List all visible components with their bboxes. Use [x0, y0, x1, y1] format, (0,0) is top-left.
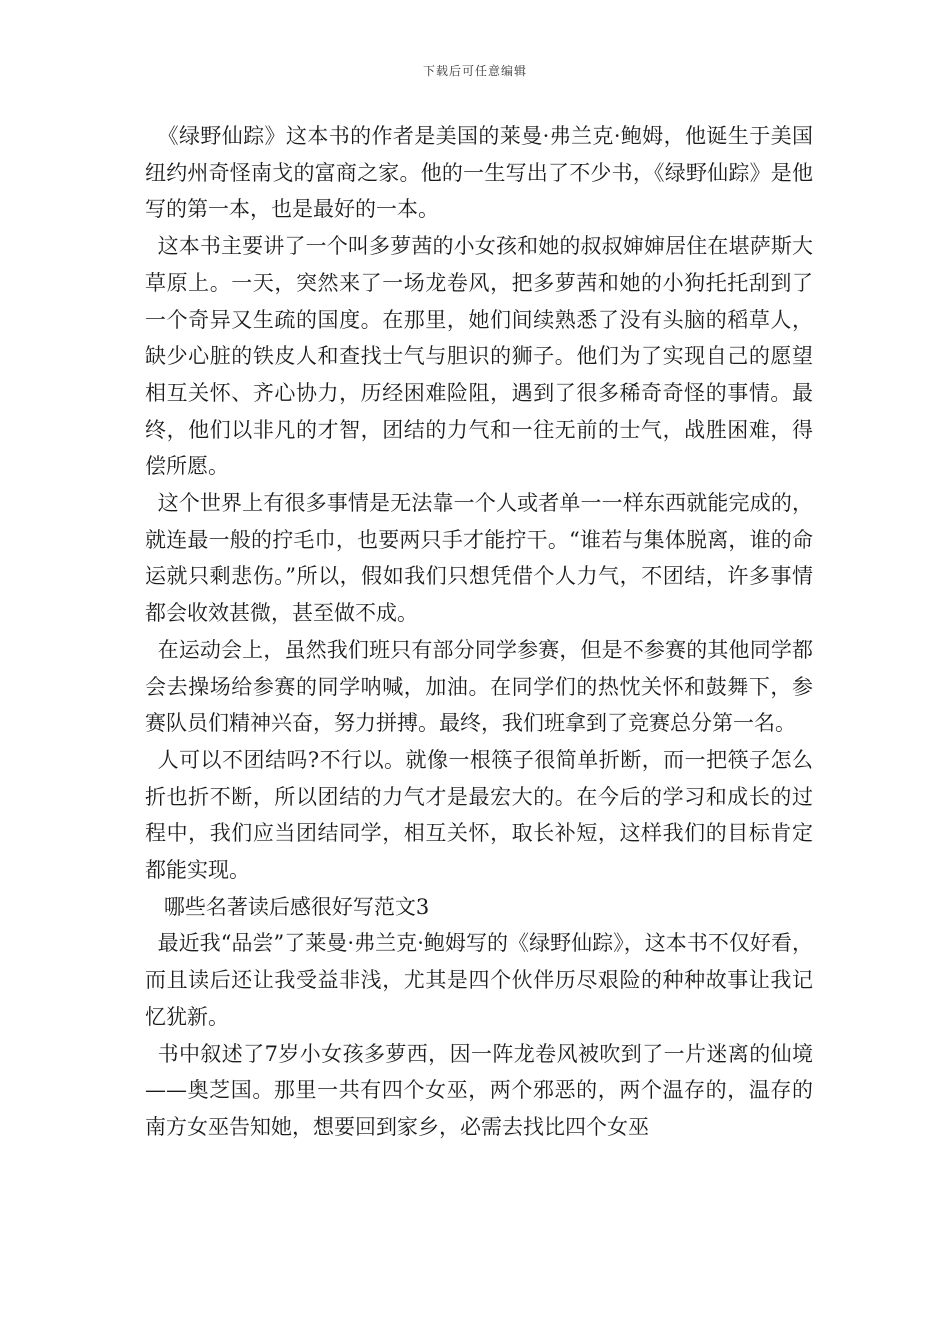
- paragraph-second-essay-story: 书中叙述了7岁小女孩多萝西，因一阵龙卷风被吹到了一片迷离的仙境——奥芝国。那里一共有四个女巫，两个邪恶的，两个温存的，温存的南方女巫告知她，想要回到家乡，必需去找比四个女巫: [145, 1041, 813, 1139]
- page-header: 下载后可任意编辑: [422, 64, 527, 78]
- paragraph-second-essay-intro: 最近我“品尝”了莱曼·弗兰克·鲍姆写的《绿野仙踪》，这本书不仅好看，而且读后还让我受益非浅，尤其是四个伙伴历尽艰险的种种故事让我记忆犹新。: [145, 931, 813, 1029]
- paragraph-plot-summary: 这本书主要讲了一个叫多萝茜的小女孩和她的叔叔婶婶居住在堪萨斯大草原上。一天，突然来了一场龙卷风，把多萝茜和她的小狗托托刮到了一个奇异又生疏的国度。在那里，她们间续熟悉了没有头脑的稻草人，缺少心脏的铁皮人和查找士气与胆识的狮子。他们为了实现自己的愿望相互关怀、齐心协力，历经困难险阻，遇到了很多稀奇奇怪的事情。最终，他们以非凡的才智，团结的力气和一往无前的士气，战胜困难，得偿所愿。: [145, 234, 813, 479]
- paragraph-teamwork: 这个世界上有很多事情是无法靠一个人或者单一一样东西就能完成的，就连最一般的拧毛巾，也要两只手才能拧干。“谁若与集体脱离，谁的命运就只剩悲伤。”所以，假如我们只想凭借个人力气，不团结，许多事情都会收效甚微，甚至做不成。: [145, 491, 813, 626]
- section-heading: 哪些名著读后感很好写范文3: [163, 894, 430, 919]
- paragraph-author-intro: 《绿野仙踪》这本书的作者是美国的莱曼·弗兰克·鲍姆，他诞生于美国纽约州奇怪南戈的富商之家。他的一生写出了不少书，《绿野仙踪》是他写的第一本，也是最好的一本。: [145, 124, 813, 222]
- document-body: [145, 118, 813, 1146]
- paragraph-sports-meet: 在运动会上，虽然我们班只有部分同学参赛，但是不参赛的其他同学都会去操场给参赛的同学呐喊，加油。在同学们的热忱关怀和鼓舞下，参赛队员们精神兴奋，努力拼搏。最终，我们班拿到了竞赛总分第一名。: [145, 637, 813, 736]
- paragraph-conclusion: 人可以不团结吗?不行以。就像一根筷子很简单折断，而一把筷子怎么折也折不断，所以团结的力气才是最宏大的。在今后的学习和成长的过程中，我们应当团结同学，相互关怀，取长补短，这样我们的目标肯定都能实现。: [145, 747, 813, 883]
